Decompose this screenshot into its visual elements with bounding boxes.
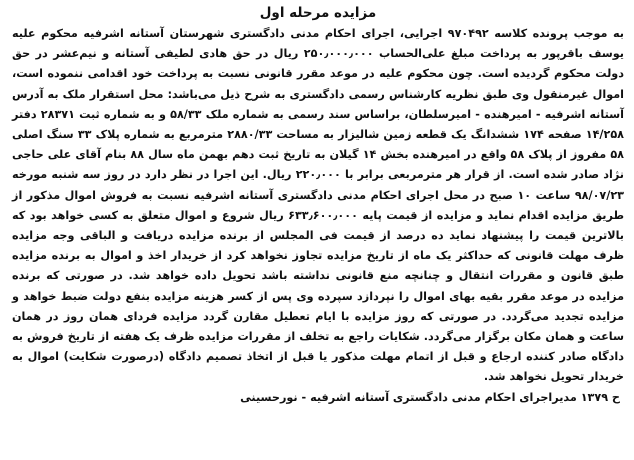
notice-signature: ح ۱۳۷۹ مدیراجرای احکام مدنی دادگستری آستانه اشرفیه - نورحسینی xyxy=(240,390,620,404)
notice-title: مزایده مرحله اول xyxy=(259,5,377,21)
notice-body: به موجب پرونده کلاسه ۹۷۰۴۹۲ اجرایی، اجرای احکام مدنی دادگستری شهرستان آستانه اشرفیه محکوم علیه یوسف باقرپور به پرداخت مبلغ علی‌الحساب ۲۵۰٫۰۰۰٫۰۰۰ ریال در حق هادی لطیفی آستانه و نیم‌عشر در حق دولت محکوم گردیده است. چون محکوم علیه در موعد مقرر قانونی نسبت به پرداخت خود اقدامی ننموده است، اموال غیرمنقول وی طبق نظریه کارشناس رسمی دادگستری به شرح ذیل می‌باشد: محل استقرار ملک به آدرس آستانه اشرفیه - امیرهنده - امیرسلطان، براساس سند رسمی به شماره ملک ۵۸/۳۳ و به شماره ثبت ۲۸۳۷۱ دفتر ۱۴/۲۵۸ صفحه ۱۷۴ ششدانگ یک قطعه زمین شالیزار به مساحت ۲۸۸۰/۳۳ مترمربع به شماره پلاک ۳۳ سنگ اصلی ۵۸ مفروز از پلاک ۵۸ واقع در امیرهنده بخش ۱۴ گیلان به تاریخ ثبت دهم بهمن ماه سال ۸۸ بنام آقای علی حاجی نژاد صادر شده است. از قرار هر مترمربعی برابر با ۲۲۰٫۰۰۰ ریال. این اجرا در نظر دارد در روز سه شنبه مورخه ۹۸/۰۷/۲۳ ساعت ۱۰ صبح در محل اجرای احکام مدنی دادگستری آستانه اشرفیه نسبت به فروش اموال مذکور از طریق مزایده اقدام نماید و مزایده از قیمت پایه ۶۳۳٫۶۰۰٫۰۰۰ ریال شروع و اموال متعلق به کسی خواهد بود که بالاترین قیمت را پیشنهاد نماید ده درصد از قیمت فی المجلس از برنده مزایده دریافت و الباقی وجه مزایده ظرف مهلت قانونی که حداکثر یک ماه از تاریخ مزایده تجاوز نخواهد کرد از خریدار اخذ و اموال به برنده مزایده طبق قانون و مقررات انتقال و چنانچه منع قانونی نداشته باشد تحویل داده خواهد شد. در صورتی که برنده مزایده در موعد مقرر بقیه بهای اموال را نپردازد سپرده وی پس از کسر هزینه مزایده بنفع دولت ضبط خواهد و مزایده تجدید می‌گردد. در صورتی که روز مزایده با ایام تعطیل مقارن گردد مزایده فردای همان روز در همان ساعت و همان مکان برگزار می‌گردد. شکایات راجع به تخلف از مقررات مزایده ظرف یک هفته از تاریخ فروش به دادگاه صادر کننده ارجاع و قبل از اتمام مهلت مذکور یا قبل از اتخاذ تصمیم دادگاه (درصورت شکایت) اموال به خریدار تحویل نخواهد شد. xyxy=(12,27,624,384)
